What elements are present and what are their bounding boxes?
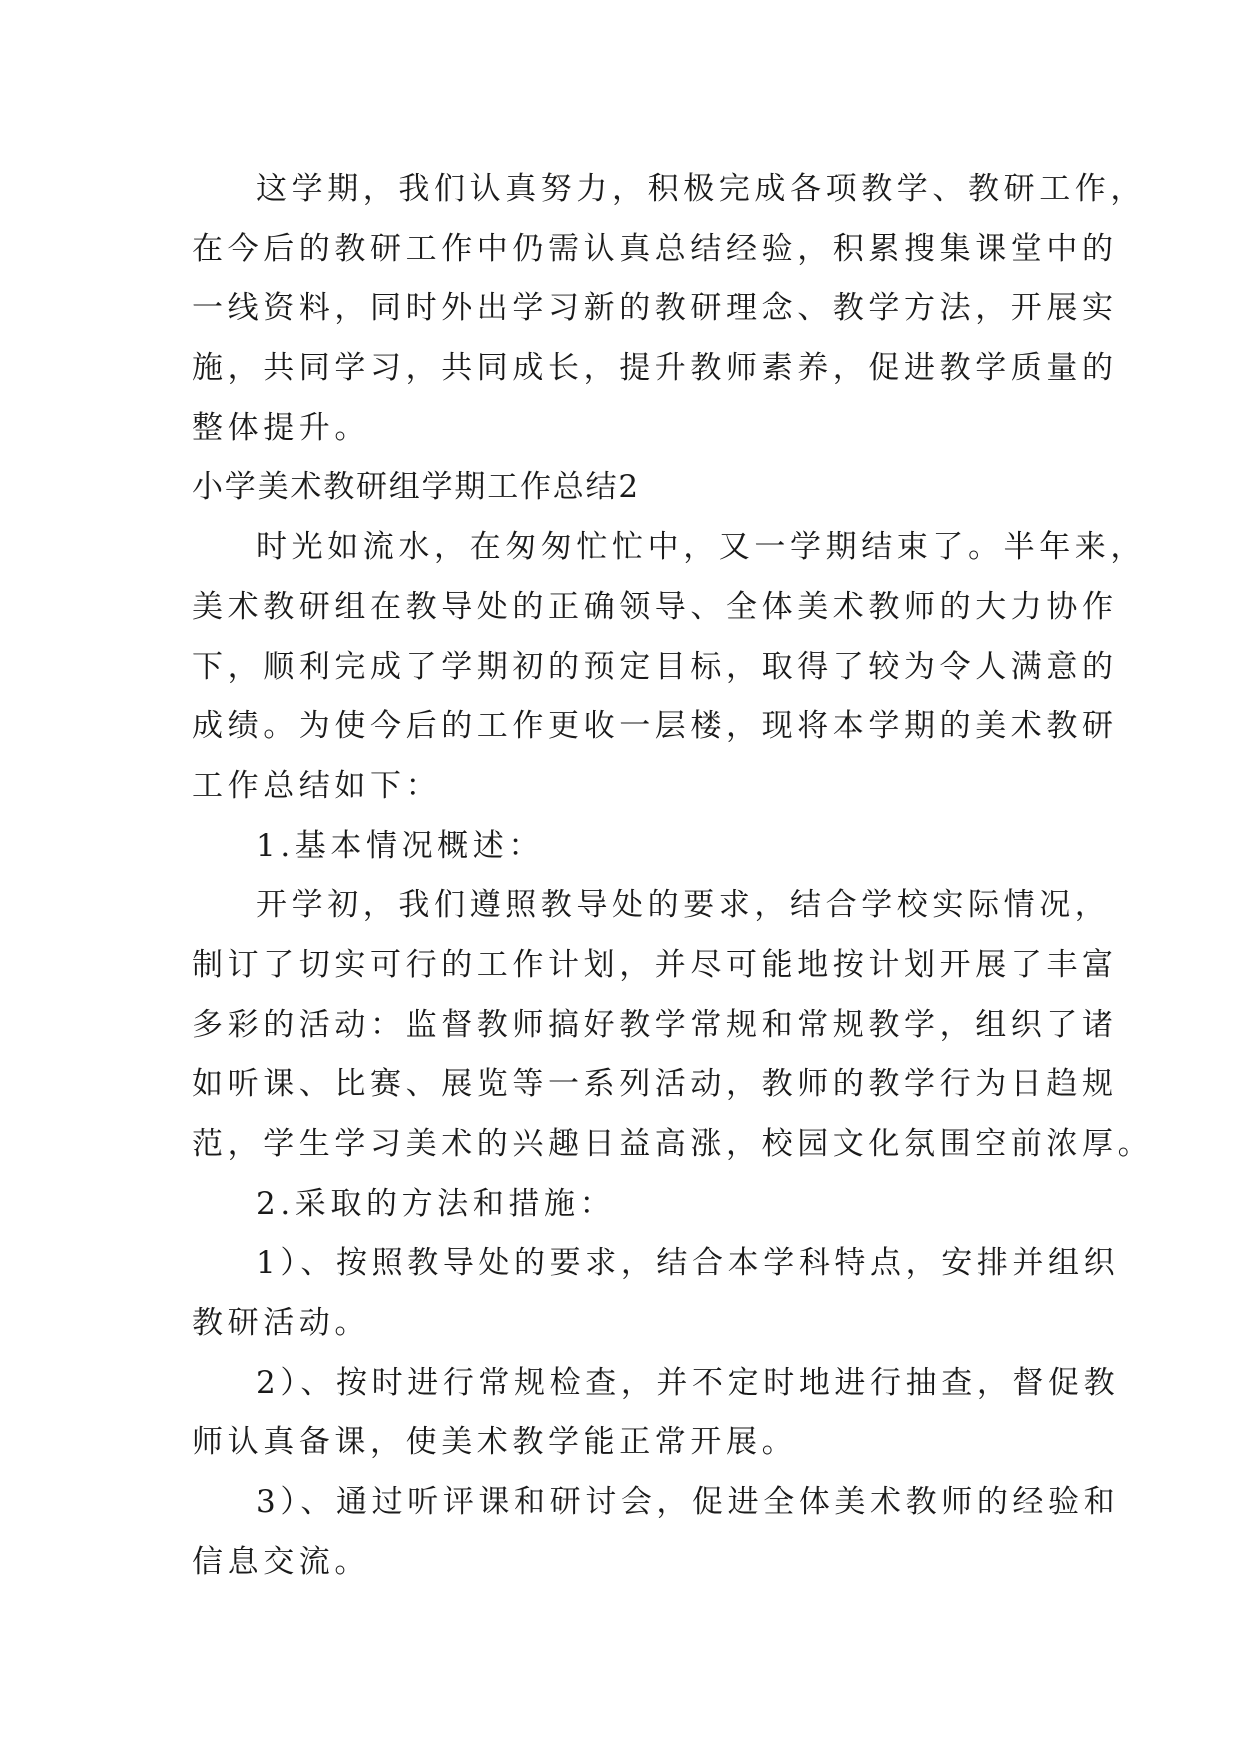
list-item-continuation: 教研活动。 bbox=[192, 1305, 370, 1342]
list-item: 3）、通过听评课和研讨会，促进全体美术教师的经验和 bbox=[256, 1484, 1120, 1521]
paragraph-line: 开学初，我们遵照教导处的要求，结合学校实际情况， bbox=[256, 887, 1111, 924]
paragraph-line: 时光如流水，在匆匆忙忙中，又一学期结束了。半年来， bbox=[256, 529, 1146, 566]
paragraph-line: 在今后的教研工作中仍需认真总结经验，积累搜集课堂中的 bbox=[192, 230, 1118, 267]
section-title: 小学美术教研组学期工作总结2 bbox=[192, 469, 640, 506]
paragraph-line: 多彩的活动：监督教师搞好教学常规和常规教学，组织了诸 bbox=[192, 1006, 1118, 1043]
paragraph-line: 范，学生学习美术的兴趣日益高涨，校园文化氛围空前浓厚。 bbox=[192, 1126, 1154, 1162]
list-item: 1）、按照教导处的要求，结合本学科特点，安排并组织 bbox=[256, 1245, 1120, 1282]
list-item: 2）、按时进行常规检查，并不定时地进行抽查，督促教 bbox=[256, 1364, 1120, 1401]
paragraph-line: 成绩。为使今后的工作更收一层楼，现将本学期的美术教研 bbox=[192, 708, 1118, 745]
document-page bbox=[192, 160, 1154, 1593]
subheading: 2.采取的方法和措施： bbox=[256, 1185, 616, 1222]
paragraph-line: 如听课、比赛、展览等一系列活动，教师的教学行为日趋规 bbox=[192, 1066, 1118, 1103]
subheading: 1.基本情况概述： bbox=[256, 827, 544, 864]
paragraph-line: 施，共同学习，共同成长，提升教师素养，促进教学质量的 bbox=[192, 350, 1118, 387]
paragraph-line: 下，顺利完成了学期初的预定目标，取得了较为令人满意的 bbox=[192, 648, 1118, 685]
list-item-continuation: 师认真备课，使美术教学能正常开展。 bbox=[192, 1424, 798, 1461]
list-item-continuation: 信息交流。 bbox=[192, 1543, 370, 1580]
paragraph-line: 整体提升。 bbox=[192, 409, 370, 446]
paragraph-line: 一线资料，同时外出学习新的教研理念、教学方法，开展实 bbox=[192, 290, 1118, 327]
paragraph-line: 美术教研组在教导处的正确领导、全体美术教师的大力协作 bbox=[192, 588, 1118, 625]
paragraph-line: 制订了切实可行的工作计划，并尽可能地按计划开展了丰富 bbox=[192, 946, 1118, 983]
paragraph-line: 这学期，我们认真努力，积极完成各项教学、教研工作， bbox=[256, 171, 1146, 207]
paragraph-line: 工作总结如下： bbox=[192, 767, 442, 804]
